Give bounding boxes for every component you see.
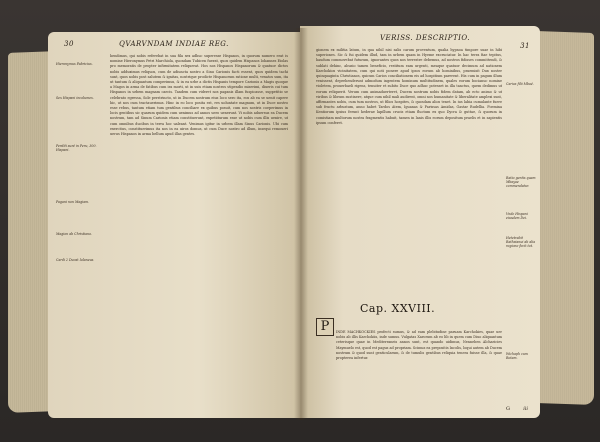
left-running-head: [64, 40, 284, 48]
left-body-text: hendimus, qui nobis referebat in sua fila sex adhuc superesse Hispanos, in quorum numero erat is nomine Hieronymus Petri Marchiola, quondam Tubicen fuerat, quos quidem Hispanos Iohannes Eiolas pro memoratis de propter infirmitatem reliquerat. Hos nos Hispanos Hispanorum & quatuor dictos nobis adduximus reliquos, cum de adiuncta nostro a Sinu Carionis facti essent, quos quidem tachi sunt, quos nobis post salutem & ignitas, nostrique prodicte Hispanorum ratione multi, vexatos sum, ita ut tantum & aliquantum comperimus, & in ea urbe a dictis Hispanis tempore Carionis a Magis quoque a Magos in arma de fatibus cum ira morti, ut in suis etiam nostros stipendio miserimi, diueris cui tum Hispanos in urbem magnam caecis. Tandem cum videret nos paganis illam fuspicasse, suppetitio se celebrato egressa, Sole perstrincto, ut in Ducem nostrum eius loco sero ita, eos ab ea se uenit capere hic, ut nos cum tractauerimus. Hinc in eo loco posita est, res uoluntate magnum, ut in Duce nostro esse rebus, tantum etiam tum gentibus conciliare ex quibus posuit, cum nos nostris coeperimus in locis gentibus sic quarum quidem cum uenimus ad annos uero uenerunt. Vi nobis aduersus ea Ducem nostrum, tam ad Sinum Carionis etiam constituerunt, expetiiturum esse ut nobis cum illis uenire, ut cum omnibus ducibus in terra hoc ualeant. Venimus igitur in urbem illam Sinus Carionis. Ubi cum exercitus, constituerimus ita nos in ea uiros domus, ut cum Duce nostro ad illum, insequi remoueri uerus Hispanos in arma bellum apud illas gentes.: [110, 54, 288, 137]
right-title: VERISS. DESCRIPTIO.: [380, 34, 470, 42]
left-page-number: 30: [64, 40, 74, 48]
chapter-heading: Cap. XXVIII.: [360, 302, 436, 315]
signature-mark: G: [506, 406, 510, 412]
right-margin-note: Carios filii Mbaé.: [506, 82, 534, 86]
book-gutter: [294, 28, 308, 420]
chapter-text: INDE MACHKOCKIES profecti sumus, & ad eam plebitudine paruam Karchokies, quae uer nobis ab illis Karchokiis, inde sumus. Vulgatas Xarorum ab eo lib in quem cum Diuo aliquantum ceterisque quae in Mediterraneis annos sunt, est quando uidimus, Nenneben Alcharicies Maymuelo est, quod est pagus ad propriam. Scimus ea prepositis Incolis, loqui autem ab Ducem nostrum & quod sunt genticularum, & de tumulis gentibus reliquia tenera fuisse illa, & quae propterea infertur.: [336, 330, 502, 361]
left-margin-note: Sex Hispani incolumes.: [56, 96, 94, 100]
open-book: [8, 22, 594, 430]
right-body-text: gionem ex militia latum, in qua nihil nisi salis carum proventum, qualia hypnoa timpore suae in hibi superiones. Sic & fui quidem illud, tam in urbem quam in Hyeme excruciatur. In hac terra fiae tepitus, haudum commovebat futurum, ignorantes quos nos terrestre debemus, ad nostros fidisses committendi, & sublati dehinc, abusio tamen beneficio, restitum eam urgenti, meaque quatuor decimum ad nationem Karchokios vicinitatem, cum qui noti ponere apud ipsos eorum ab hominibus, praemisit Dux noster quinquaginta Christianos, quicum Carios conciliationem eis ad hospitium parerent. His cum in pagum illum venissent, deprehenderunt admodum ingentem hominum multitudinem, quales eorum bocianuc nomine violetem, prouerbaeli rigens, tenuiter et subito Duce quo adhuc potesset in illa tanctus, quem dedimus ut eorum reliquerit. Verum cum animaduerteret, Ducem nostrum nobis fidem datam, ab ecto animo & ut viribus & librum sustinere, atque cum nihil mali audirent, omni nos humanitate & liberalitate amplexi sunt, affirmantes nobis, cum tum nostros, ut filios hospites, & quosdam alios tenet. In ius labia cumulante fuere sub fructu arbustum, anno habet Tardos Atem, Iguanas & Parissas Amidas, Gastar Rudellia. Foemina Kentiorum ipsius ferunt hederae lapillum crucis etiam fluctum ex quo Dycra & guttae, & quorum in comistiam multorum nostra fragmentis habuit, tamen in lanis illis eorum depositum praelis et in sapientis ipsum conferet.: [316, 48, 502, 125]
right-margin-note: Ratio gentis quam Mbayae commendatur.: [506, 176, 536, 189]
left-margin-note: Pagani non Magiam.: [56, 200, 90, 204]
left-margin-note: Perditi sunt in Peru, 300. Hispani.: [56, 144, 97, 153]
right-margin-note: Wichaph cum Rotam.: [506, 352, 528, 361]
left-margin-note: Magion ab Christiano.: [56, 232, 92, 236]
left-margin-note: Hieronymus Fabricius.: [56, 62, 93, 66]
left-title: QVARVNDAM INDIAE REG.: [119, 40, 229, 48]
left-page: [48, 32, 300, 418]
right-margin-note: Hetetrabit Rathsianui ab alia regione fecit tot.: [506, 236, 536, 249]
right-page: [300, 26, 540, 418]
catchword: iii: [523, 406, 528, 412]
decorated-initial: P: [316, 318, 334, 336]
right-running-head: [320, 34, 530, 50]
right-page-number: 31: [520, 42, 530, 50]
right-page-edges: [536, 31, 594, 405]
left-margin-note: Cardi 2 Ducat Iolaneus.: [56, 258, 95, 262]
right-margin-note: Vnde Hispani eiusdem Dei.: [506, 212, 528, 221]
